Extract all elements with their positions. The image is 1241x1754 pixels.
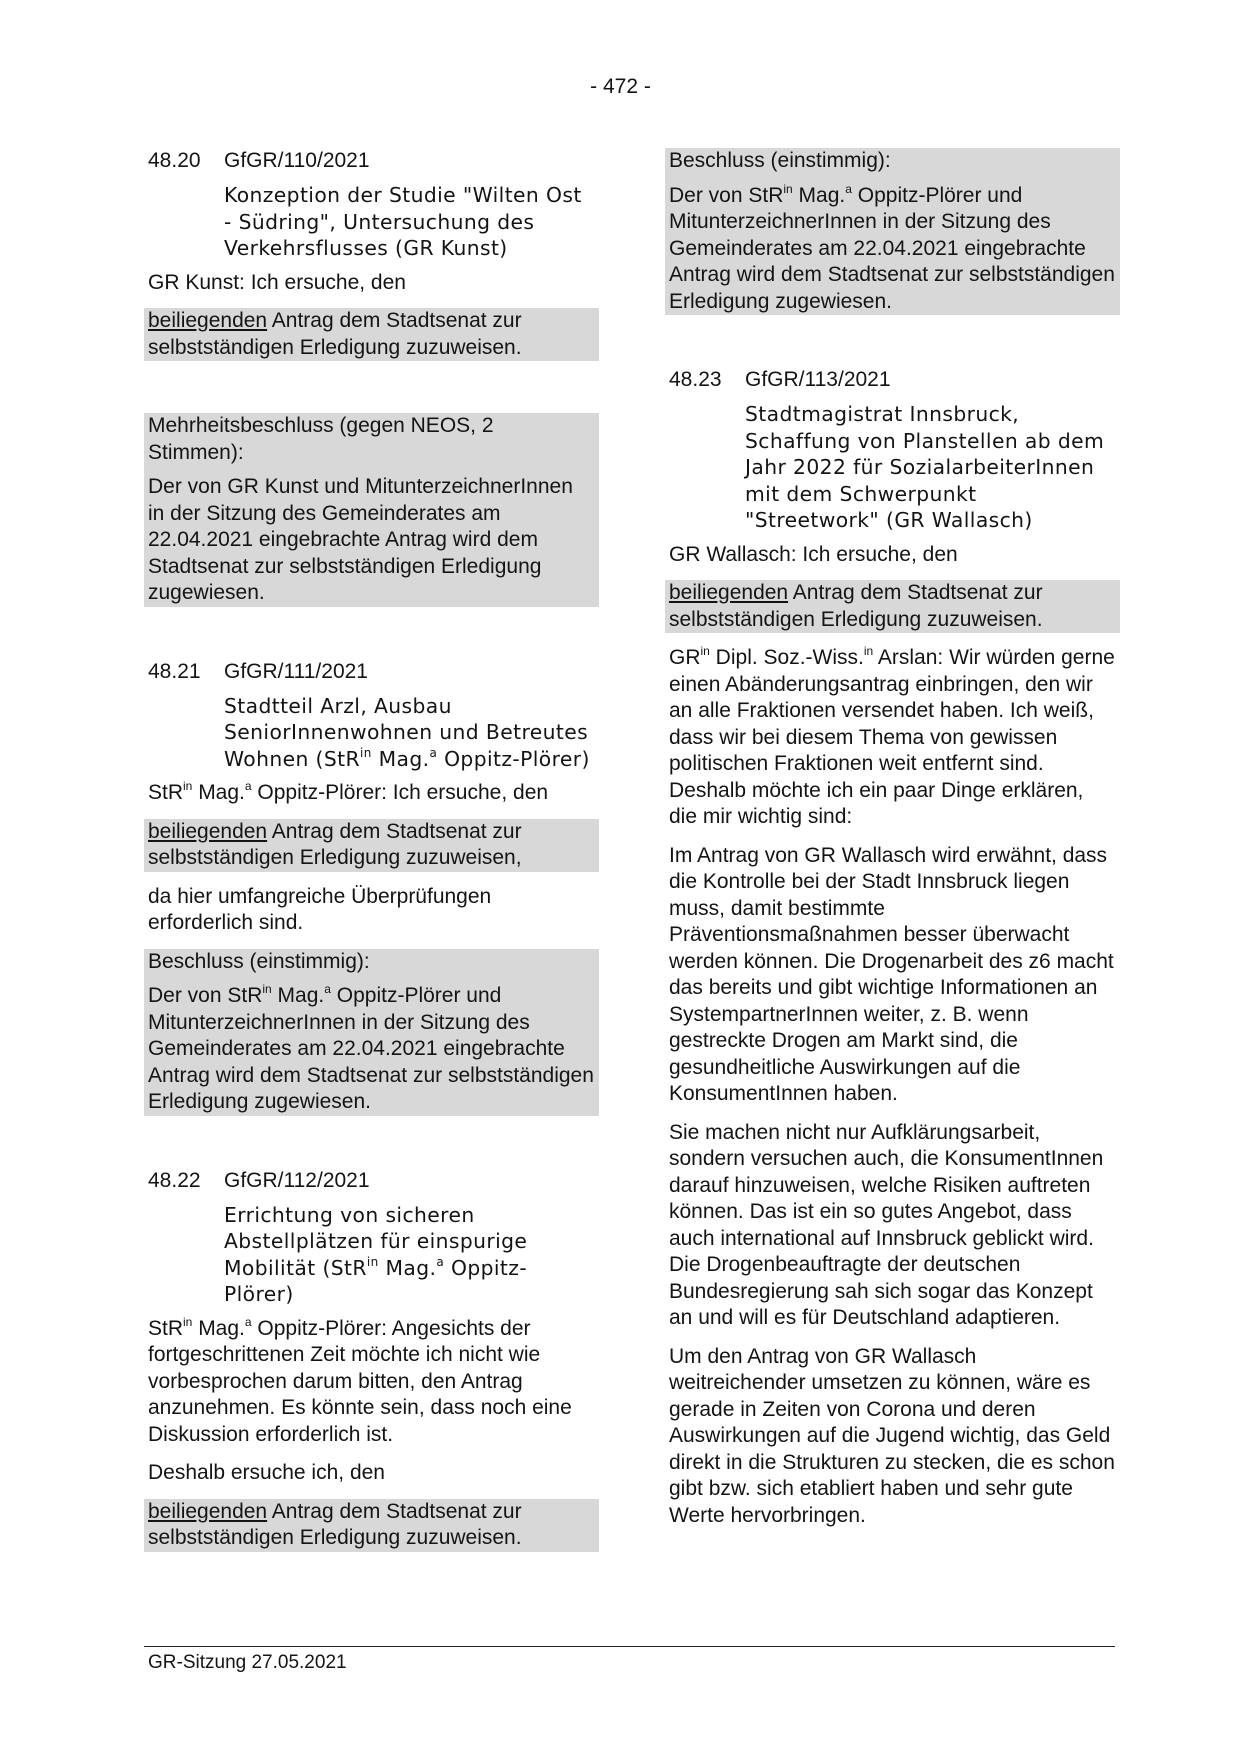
motion-underlined: beiliegenden [148,309,268,332]
speech-paragraph: $GR^{in}$ Dipl. Soz.-Wiss.$^{in}$ Arslan: Wir würden gerne einen Abänderungsantrag einbringen, den wir an alle Fraktionen versendet haben. Ich weiß, dass wir bei diesem Thema von gewissen politischen Fraktionen weit entfernt sind. Deshalb möchte ich ein paar Dinge erklären, die mir wichtig sind: [669,644,1115,828]
motion-underlined: beiliegenden [148,1499,268,1523]
decision-head: Beschluss (einstimmig): [148,949,370,973]
section-code: GfGR/111/2021 [224,659,368,683]
section-title: Konzeption der Studie "Wilten Ost - Südring", Untersuchung des Verkehrsflusses (GR Kunst) [224,183,582,260]
section-number: 48.21 [148,659,201,683]
motion-rest: Antrag dem Stadtsenat zur selbstständigen Erledigung zuzuweisen. [148,1499,522,1549]
section-number: 48.23 [669,368,722,391]
motion-underlined: beiliegenden [669,581,789,604]
request-intro: GR Wallasch: Ich ersuche, den [669,542,958,566]
speech-paragraph: Um den Antrag von GR Wallasch weitreichender umsetzen zu können, wäre es gerade in Zeiten von Corona und deren Auswirkungen auf die Jugend wichtig, das Geld direkt in die Strukturen zu stecken, die es schon gibt bzw. sich etabliert haben und sehr gute Werte hervorbringen. [669,1344,1115,1527]
motion-text [144,819,599,872]
section-header [669,367,1120,393]
section-title: Errichtung von sicheren Abstellplätzen für einspurige Mobilität (StR$^{in}$ Mag.$^a$ Oppitz-Plörer) [224,1202,528,1306]
request-intro: Deshalb ersuche ich, den [148,1461,385,1484]
section-header [148,1168,599,1194]
section-48-23 [665,367,1120,1529]
section-number: 48.22 [148,1168,201,1192]
page-number: - 472 - [590,75,651,98]
section-number: 48.20 [148,149,201,172]
decision-body: Der von StR$^{in}$ Mag.$^a$ Oppitz-Plörer und MitunterzeichnerInnen in der Sitzung des Gemeinderates am 22.04.2021 eingebrachte Antrag wird dem Stadtsenat zur selbstständigen Erledigung zugewiesen. [669,181,1115,313]
motion-rest: Antrag dem Stadtsenat zur selbstständigen Erledigung zuzuweisen. [669,581,1043,631]
section-code: GfGR/112/2021 [224,1168,370,1192]
section-code: GfGR/110/2021 [224,149,370,172]
motion-rest: Antrag dem Stadtsenat zur selbstständigen Erledigung zuzuweisen, [148,819,522,869]
decision-box [144,413,599,607]
right-column [665,148,1120,1541]
motion-rest: Antrag dem Stadtsenat zur selbstständigen Erledigung zuzuweisen. [148,309,522,359]
request-intro: GR Kunst: Ich ersuche, den [148,270,406,294]
decision-box-48-22 [665,148,1120,315]
left-column [144,148,599,1564]
section-header [148,659,599,685]
footer-text: GR-Sitzung 27.05.2021 [148,1652,347,1673]
section-header [148,148,599,174]
motion-text [665,580,1120,633]
speech-paragraph: Im Antrag von GR Wallasch wird erwähnt, dass die Kontrolle bei der Stadt Innsbruck liegen muss, damit bestimmte Präventionsmaßnahmen besser überwacht werden können. Die Drogenarbeit des z6 macht das bereits und gibt wichtige Informationen an SystempartnerInnen weiter, z. B. wenn gestreckte Drogen am Markt sind, die gesundheitliche Auswirkungen auf die KonsumentInnen haben. [669,843,1114,1105]
motion-text [144,308,599,361]
section-48-20 [144,148,599,607]
decision-body: Der von GR Kunst und MitunterzeichnerInnen in der Sitzung des Gemeinderates am 22.04.2021 eingebrachte Antrag wird dem Stadtsenat zur selbstständigen Erledigung zugewiesen. [148,475,573,604]
section-48-22 [144,1168,599,1552]
speech-paragraph: StR$^{in}$ Mag.$^a$ Oppitz-Plörer: Angesichts der fortgeschrittenen Zeit möchte ich nicht wie vorbesprochen darum bitten, den Antrag anzunehmen. Es könnte sein, dass noch eine Diskussion erforderlich ist. [148,1314,572,1446]
decision-body: Der von StR$^{in}$ Mag.$^a$ Oppitz-Plörer und MitunterzeichnerInnen in der Sitzung des Gemeinderates am 22.04.2021 eingebrachte Antrag wird dem Stadtsenat zur selbstständigen Erledigung zugewiesen. [148,982,594,1113]
footer-divider [144,1646,1115,1647]
decision-head: Beschluss (einstimmig): [669,149,891,172]
motion-reason: da hier umfangreiche Überprüfungen erforderlich sind. [148,884,492,934]
decision-box [144,949,599,1116]
section-48-21 [144,659,599,1116]
motion-underlined: beiliegenden [148,819,268,843]
section-code: GfGR/113/2021 [745,368,891,391]
section-title: Stadtmagistrat Innsbruck, Schaffung von Planstellen ab dem Jahr 2022 für SozialarbeiterInnen mit dem Schwerpunkt "Streetwork" (GR Wallasch) [745,402,1105,532]
section-title: Stadtteil Arzl, Ausbau SeniorInnenwohnen und Betreutes Wohnen (StR$^{in}$ Mag.$^a$ Oppitz-Plörer) [224,693,590,771]
speech-paragraph: Sie machen nicht nur Aufklärungsarbeit, sondern versuchen auch, die KonsumentInnen darauf hinzuweisen, welche Risiken auftreten können. Das ist ein so gutes Angebot, dass auch international auf Innsbruck geblickt wird. Die Drogenbeauftragte der deutschen Bundesregierung sah sich sogar das Konzept an und will es für Deutschland adaptieren. [669,1120,1104,1329]
motion-text [144,1499,599,1552]
request-intro: StR$^{in}$ Mag.$^a$ Oppitz-Plörer: Ich ersuche, den [148,779,549,804]
decision-head: Mehrheitsbeschluss (gegen NEOS, 2 Stimmen): [148,414,494,464]
